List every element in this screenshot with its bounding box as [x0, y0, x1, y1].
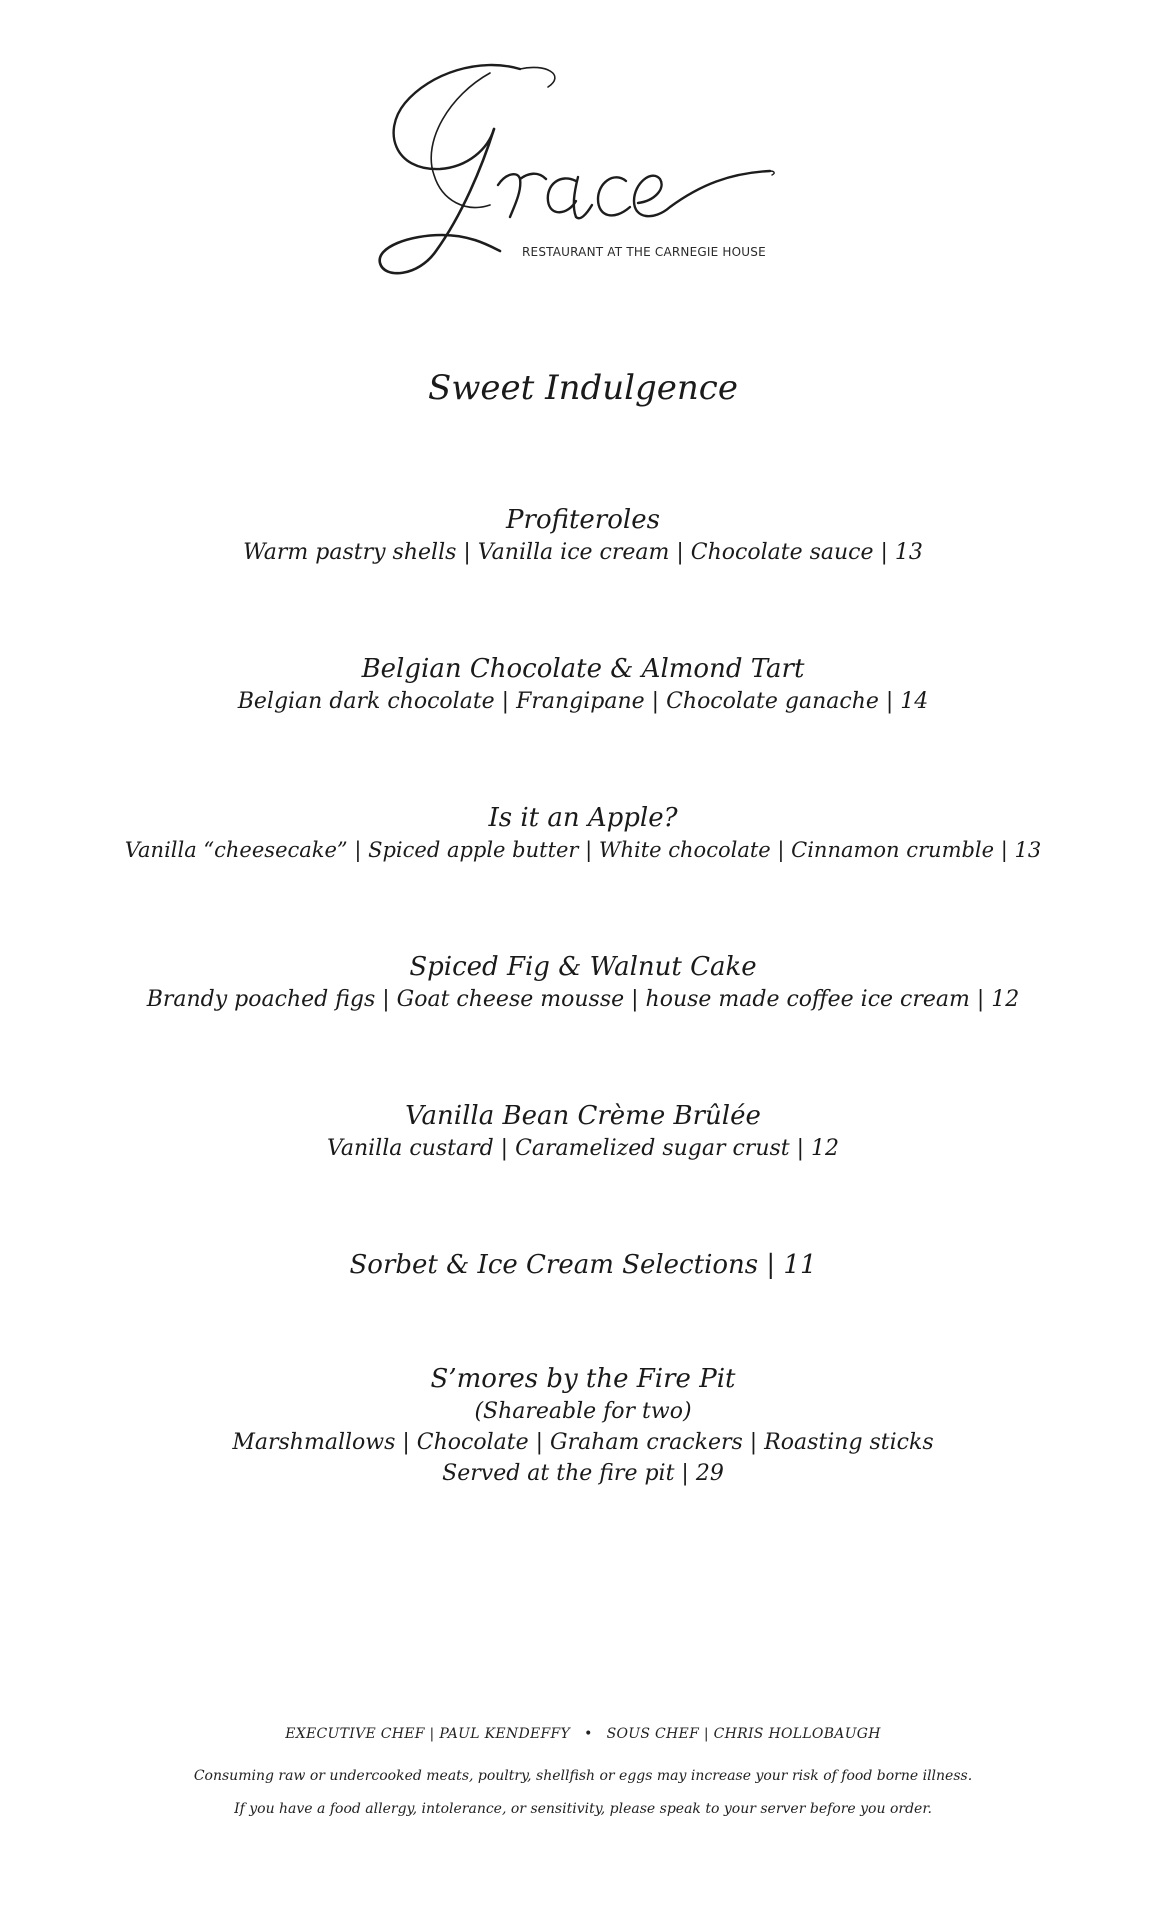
menu-item: [0, 503, 1166, 568]
menu-item: [0, 1099, 1166, 1164]
menu-item-name: Sorbet & Ice Cream Selections | 11: [349, 1250, 817, 1280]
menu-item: [0, 950, 1166, 1015]
menu-item-name: Belgian Chocolate & Almond Tart: [361, 654, 805, 684]
menu-item-description: Warm pastry shells | Vanilla ice cream | Chocolate sauce | 13: [243, 540, 923, 565]
chef-credits: [0, 1726, 1166, 1742]
menu-item-name: S’mores by the Fire Pit: [430, 1364, 736, 1394]
menu-title: Sweet Indulgence: [428, 368, 738, 408]
food-safety-notice: Consuming raw or undercooked meats, poultry, shellfish or eggs may increase your risk of food borne illness.: [193, 1768, 973, 1784]
menu-item-description: Marshmallows | Chocolate | Graham crackers | Roasting sticks: [232, 1430, 934, 1455]
menu-item-description: Vanilla custard | Caramelized sugar crust | 12: [326, 1136, 840, 1161]
grace-logo: [370, 55, 790, 295]
sous-chef: SOUS CHEF | CHRIS HOLLOBAUGH: [606, 1726, 881, 1742]
menu-item: [0, 1362, 1166, 1489]
menu-item-name: Profiteroles: [506, 505, 660, 535]
menu-item: [0, 652, 1166, 717]
menu-item-description: Brandy poached figs | Goat cheese mousse | house made coffee ice cream | 12: [146, 987, 1020, 1012]
menu-item-name: Vanilla Bean Crème Brûlée: [405, 1101, 761, 1131]
logo-tagline: RESTAURANT AT THE CARNEGIE HOUSE: [522, 245, 766, 259]
bullet-separator: •: [584, 1726, 593, 1742]
allergy-notice: If you have a food allergy, intolerance, or sensitivity, please speak to your server before you order.: [234, 1801, 932, 1817]
menu-item: [0, 1248, 1166, 1282]
menu-item: [0, 801, 1166, 866]
menu-item-description: Belgian dark chocolate | Frangipane | Chocolate ganache | 14: [237, 689, 929, 714]
menu-item-name: Is it an Apple?: [488, 803, 678, 833]
menu-item-note: (Shareable for two): [474, 1399, 692, 1424]
menu-item-description: Served at the fire pit | 29: [442, 1461, 724, 1486]
executive-chef: EXECUTIVE CHEF | PAUL KENDEFFY: [285, 1726, 571, 1742]
menu-item-name: Spiced Fig & Walnut Cake: [409, 952, 757, 982]
menu-item-description: Vanilla “cheesecake” | Spiced apple butter | White chocolate | Cinnamon crumble | 13: [124, 838, 1042, 862]
